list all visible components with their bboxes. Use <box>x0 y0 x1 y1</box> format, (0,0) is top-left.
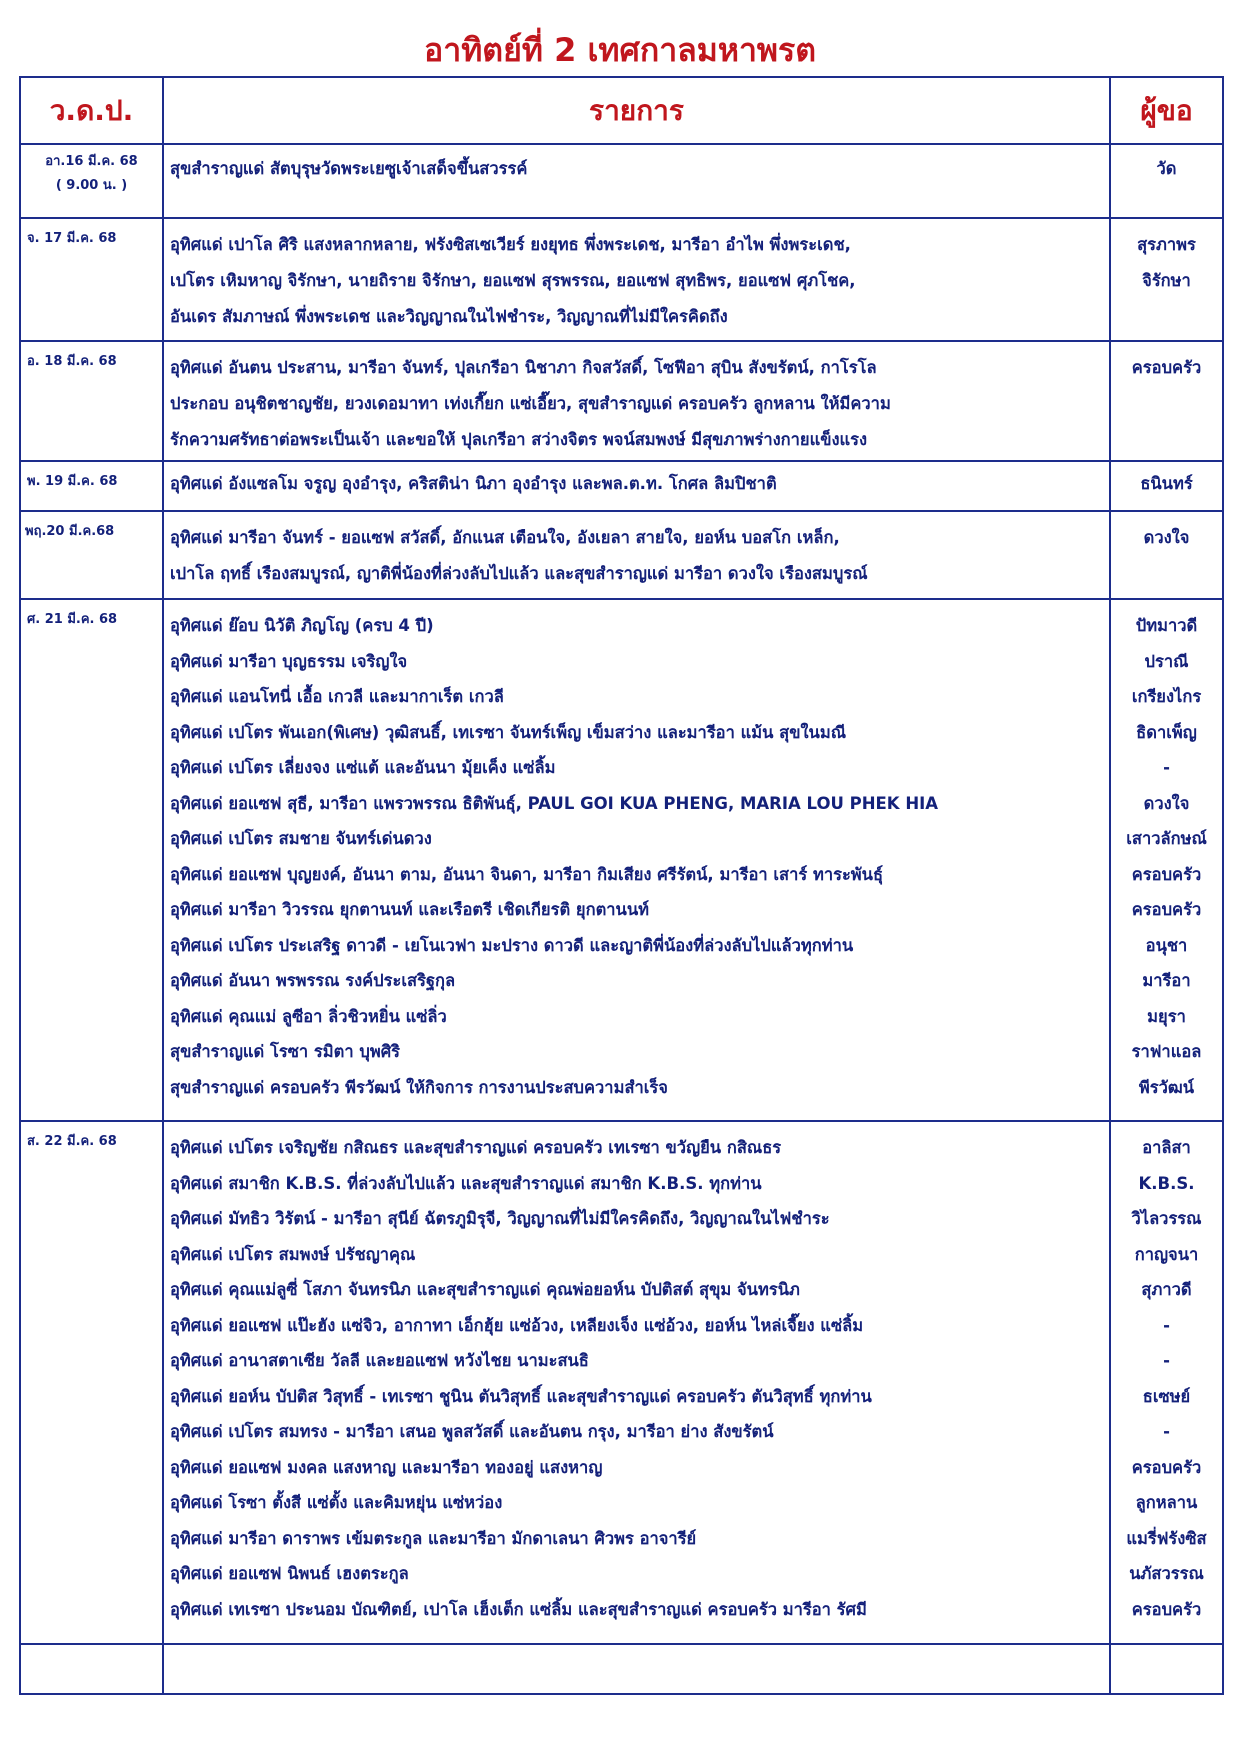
items-cell <box>163 341 1110 461</box>
date-line: พฤ.20 มี.ค.68 <box>25 524 115 539</box>
intention-line: ประกอบ อนุชิตชาญชัย, ยวงเดอมาทา เท่งเกี๊ยก แซ่เอี๊ยว, สุขสำราญแด่ ครอบครัว ลูกหลาน ให้มีความ <box>170 394 891 413</box>
intention-line: อุทิศแด่ อังแซลโม จรูญ อุงอำรุง, คริสติน่า นิภา อุงอำรุง และพล.ต.ท. โกศล ลิมปิชาติ <box>170 474 777 493</box>
intention-line: เปโตร เหิมหาญ จิรักษา, นายถิราย จิรักษา, ยอแซฟ สุรพรรณ, ยอแซฟ สุทธิพร, ยอแซฟ ศุภโชค, <box>170 271 856 290</box>
requester-name: - <box>1163 1422 1170 1441</box>
requester-name: สุรภาพร <box>1137 235 1196 254</box>
requester-name: วิไลวรรณ <box>1131 1209 1202 1228</box>
date-cell <box>20 511 163 599</box>
requester-cell <box>1110 218 1223 341</box>
intention-line: อุทิศแด่ คุณแม่ลูซี่ โสภา จันทรนิภ และสุขสำราญแด่ คุณพ่อยอห์น บัปติสต์ สุขุม จันทรนิภ <box>170 1280 800 1299</box>
date-cell <box>20 144 163 218</box>
requester-name: เกรียงไกร <box>1131 687 1202 706</box>
requester-name: ธิดาเพ็ญ <box>1136 722 1197 742</box>
header-row <box>20 77 1223 144</box>
requester-cell <box>1110 461 1223 511</box>
intention-line: อุทิศแด่ เปาโล ศิริ แสงหลากหลาย, ฟรังซิสเซเวียร์ ยงยุทธ พึ่งพระเดช, มารีอา อำไพ พึ่งพระเดช, <box>170 235 851 254</box>
intention-line: อุทิศแด่ เปโตร พันเอก(พิเศษ) วุฒิสนธิ์, เทเรซา จันทร์เพ็ญ เข็มสว่าง และมารีอา แม้น สุขในมณี <box>170 722 847 742</box>
intention-line: อุทิศแด่ ยอแซฟ สุธี, มารีอา แพรวพรรณ ธิติพันธุ์, PAUL GOI KUA PHENG, MARIA LOU PHEK HIA <box>170 793 939 813</box>
items-cell <box>163 511 1110 599</box>
requester-name: ครอบครัว <box>1131 900 1202 919</box>
table-row <box>20 341 1223 461</box>
intention-line: อุทิศแด่ ยอแซฟ มงคล แสงหาญ และมารีอา ทองอยู่ แสงหาญ <box>170 1457 603 1477</box>
items-cell <box>163 1644 1110 1694</box>
date-cell <box>20 1121 163 1644</box>
items-cell <box>163 218 1110 341</box>
intention-line: อุทิศแด่ อันตน ประสาน, มารีอา จันทร์, ปุลเกรีอา นิชาภา กิจสวัสดิ์, โซฟีอา สุบิน สังขรัตน์, กาโรโล <box>170 358 877 377</box>
date-line: พ. 19 มี.ค. 68 <box>27 474 118 489</box>
date-cell <box>20 218 163 341</box>
items-cell <box>163 144 1110 218</box>
requester-cell <box>1110 341 1223 461</box>
requester-name: ครอบครัว <box>1131 358 1202 377</box>
requester-name: แมรี่ฟรังซิส <box>1126 1528 1207 1548</box>
date-column-header: ว.ด.ป. <box>20 77 163 144</box>
intention-line: อุทิศแด่ สมาชิก K.B.S. ที่ล่วงลับไปแล้ว และสุขสำราญแด่ สมาชิก K.B.S. ทุกท่าน <box>170 1173 762 1193</box>
table-row <box>20 599 1223 1121</box>
date-line: ส. 22 มี.ค. 68 <box>27 1134 117 1149</box>
date-line: จ. 17 มี.ค. 68 <box>27 231 117 246</box>
table-row <box>20 461 1223 511</box>
requester-cell <box>1110 1121 1223 1644</box>
intention-line: อุทิศแด่ เปโตร ประเสริฐ ดาวดี - เยโนเวฟา มะปราง ดาวดี และญาติพี่น้องที่ล่วงลับไปแล้วทุกท่าน <box>170 935 854 955</box>
intention-line: อุทิศแด่ ยอแซฟ แป๊ะฮัง แซ่จิว, อากาทา เอ็กฮุ้ย แซ่อ้วง, เหลียงเจ็ง แซ่อ้วง, ยอห์น ไหล่เจี๊ยง แซ่ลิ้ม <box>170 1315 864 1335</box>
date-line: อา.16 มี.ค. 68 <box>45 154 138 169</box>
requester-name: ปัทมาวดี <box>1135 616 1198 635</box>
requester-name: ธเซษย์ <box>1142 1386 1191 1406</box>
requester-column-header: ผู้ขอ <box>1110 77 1223 144</box>
requester-name: ธนินทร์ <box>1140 474 1193 493</box>
table-row-empty <box>20 1644 1223 1694</box>
requester-name: - <box>1163 1351 1170 1370</box>
requester-name: ราฟาแอล <box>1131 1042 1202 1061</box>
requester-name: ปราณี <box>1144 651 1189 671</box>
items-cell <box>163 599 1110 1121</box>
intention-line: อุทิศแด่ มารีอา จันทร์ - ยอแซฟ สวัสดิ์, อักแนส เตือนใจ, อังเยลา สายใจ, ยอห์น บอสโก เหล็ก, <box>170 528 840 547</box>
intention-line: อุทิศแด่ เปโตร สมพงษ์ ปรัชญาคุณ <box>170 1244 416 1264</box>
date-cell <box>20 341 163 461</box>
date-line: ศ. 21 มี.ค. 68 <box>27 612 118 627</box>
items-column-header: รายการ <box>163 77 1110 144</box>
table-row <box>20 511 1223 599</box>
requester-name: - <box>1163 1315 1170 1335</box>
date-cell <box>20 1644 163 1694</box>
intention-line: อุทิศแด่ ย๊อบ นิวัติ ภิญโญ (ครบ 4 ปี) <box>170 616 434 635</box>
requester-name: ดวงใจ <box>1143 793 1190 813</box>
requester-name: - <box>1163 758 1170 777</box>
requester-cell <box>1110 144 1223 218</box>
intention-line: อุทิศแด่ เปโตร เลี่ยงจง แซ่แต้ และอันนา มุ้ยเค็ง แซ่ลิ้ม <box>170 758 556 777</box>
requester-name: กาญจนา <box>1134 1244 1199 1264</box>
requester-cell <box>1110 1644 1223 1694</box>
date-line: อ. 18 มี.ค. 68 <box>27 354 117 369</box>
intention-line: อุทิศแด่ ยอห์น บัปติส วิสุทธิ์ - เทเรซา ชูนิน ตันวิสุทธิ์ และสุขสำราญแด่ ครอบครัว ตันวิสุทธิ์ ทุกท่าน <box>170 1386 872 1406</box>
date-cell <box>20 461 163 511</box>
requester-name: มยุรา <box>1147 1006 1186 1026</box>
items-cell <box>163 461 1110 511</box>
intention-line: สุขสำราญแด่ โรซา รมิตา บุพศิริ <box>170 1042 401 1061</box>
intention-line: อุทิศแด่ โรซา ตั้งสี แซ่ตั้ง และคิมหยุ่น แซ่หว่อง <box>170 1493 503 1512</box>
intention-line: อุทิศแด่ คุณแม่ ลูซีอา ลิ่วชิวหยิ่น แซ่ลิ่ว <box>170 1006 447 1026</box>
intention-line: สุขสำราญแด่ สัตบุรุษวัดพระเยซูเจ้าเสด็จขึ้นสวรรค์ <box>170 159 528 178</box>
requester-name: ลูกหลาน <box>1135 1493 1198 1512</box>
requester-name: ครอบครัว <box>1131 864 1202 884</box>
requester-name: วัด <box>1156 159 1177 178</box>
mass-intentions-table <box>19 76 1224 1695</box>
table-row <box>20 144 1223 218</box>
requester-name: นภัสวรรณ <box>1129 1564 1204 1583</box>
table-row <box>20 218 1223 341</box>
intention-line: อุทิศแด่ เทเรซา ประนอม บัณฑิตย์, เปาโล เฮ็งเต็ก แซ่ลิ้ม และสุขสำราญแด่ ครอบครัว มารีอา รัศมี <box>170 1599 867 1619</box>
requester-cell <box>1110 511 1223 599</box>
intention-line: รักความศรัทธาต่อพระเป็นเจ้า และขอให้ ปุลเกรีอา สว่างจิตร พจน์สมพงษ์ มีสุขภาพร่างกายแข็งแรง <box>170 430 868 449</box>
intention-line: อันเดร สัมภาษณ์ พึ่งพระเดช และวิญญาณในไฟชำระ, วิญญาณที่ไม่มีใครคิดถึง <box>170 307 728 326</box>
intention-line: อุทิศแด่ เปโตร สมทรง - มารีอา เสนอ พูลสวัสดิ์ และอันตน กรุง, มารีอา ย่าง สังขรัตน์ <box>170 1422 774 1441</box>
intention-line: อุทิศแด่ ยอแซฟ บุญยงค์, อันนา ตาม, อันนา จินดา, มารีอา กิมเสียง ศรีรัตน์, มารีอา เสาร์ ทาระพันธุ์ <box>170 864 884 884</box>
requester-name: มารีอา <box>1142 971 1191 990</box>
page-title: อาทิตย์ที่ 2 เทศกาลมหาพรต <box>424 31 816 69</box>
date-line: ( 9.00 น. ) <box>55 178 128 193</box>
requester-cell <box>1110 599 1223 1121</box>
table-row <box>20 1121 1223 1644</box>
intention-line: อุทิศแด่ มารีอา ดาราพร เข้มตระกูล และมารีอา มักดาเลนา ศิวพร อาจารีย์ <box>170 1528 697 1548</box>
requester-name: สุภาวดี <box>1141 1280 1192 1299</box>
intention-line: เปาโล ฤทธิ์ เรืองสมบูรณ์, ญาติพี่น้องที่ล่วงลับไปแล้ว และสุขสำราญแด่ มารีอา ดวงใจ เรืองสมบูรณ์ <box>170 564 868 583</box>
requester-name: เสาวลักษณ์ <box>1126 829 1207 848</box>
intention-line: สุขสำราญแด่ ครอบครัว พีรวัฒน์ ให้กิจการ การงานประสบความสำเร็จ <box>170 1077 668 1097</box>
intention-line: อุทิศแด่ มารีอา วิวรรณ ยุกตานนท์ และเรือตรี เชิดเกียรติ ยุกตานนท์ <box>170 900 649 919</box>
requester-name: ครอบครัว <box>1131 1457 1202 1477</box>
requester-name: พีรวัฒน์ <box>1138 1077 1195 1097</box>
intention-line: อุทิศแด่ เปโตร สมชาย จันทร์เด่นดวง <box>170 829 432 848</box>
requester-name: ครอบครัว <box>1131 1599 1202 1619</box>
date-cell <box>20 599 163 1121</box>
requester-name: อนุชา <box>1145 935 1188 955</box>
intention-line: อุทิศแด่ อันนา พรพรรณ รงค์ประเสริฐกุล <box>170 971 456 990</box>
intention-line: อุทิศแด่ ยอแซฟ นิพนธ์ เฮงตระกูล <box>170 1564 409 1583</box>
intention-line: อุทิศแด่ แอนโทนี่ เอื้อ เกวลี และมากาเร็ต เกวลี <box>170 687 504 706</box>
intention-line: อุทิศแด่ เปโตร เจริญชัย กสิณธร และสุขสำราญแด่ ครอบครัว เทเรซา ขวัญยืน กสิณธร <box>170 1138 782 1157</box>
requester-name: อาลิสา <box>1142 1138 1191 1157</box>
items-cell <box>163 1121 1110 1644</box>
requester-name: จิรักษา <box>1142 271 1191 290</box>
intention-line: อุทิศแด่ มัทธิว วิรัตน์ - มารีอา สุนีย์ ฉัตรภูมิรุจี, วิญญาณที่ไม่มีใครคิดถึง, วิญญาณในไฟชำระ <box>170 1209 830 1228</box>
requester-name: K.B.S. <box>1138 1173 1195 1193</box>
requester-name: ดวงใจ <box>1143 528 1190 547</box>
intention-line: อุทิศแด่ มารีอา บุญธรรม เจริญใจ <box>170 651 408 671</box>
intention-line: อุทิศแด่ อานาสตาเซีย วัลลี และยอแซฟ หวังไชย นามะสนธิ <box>170 1351 589 1370</box>
